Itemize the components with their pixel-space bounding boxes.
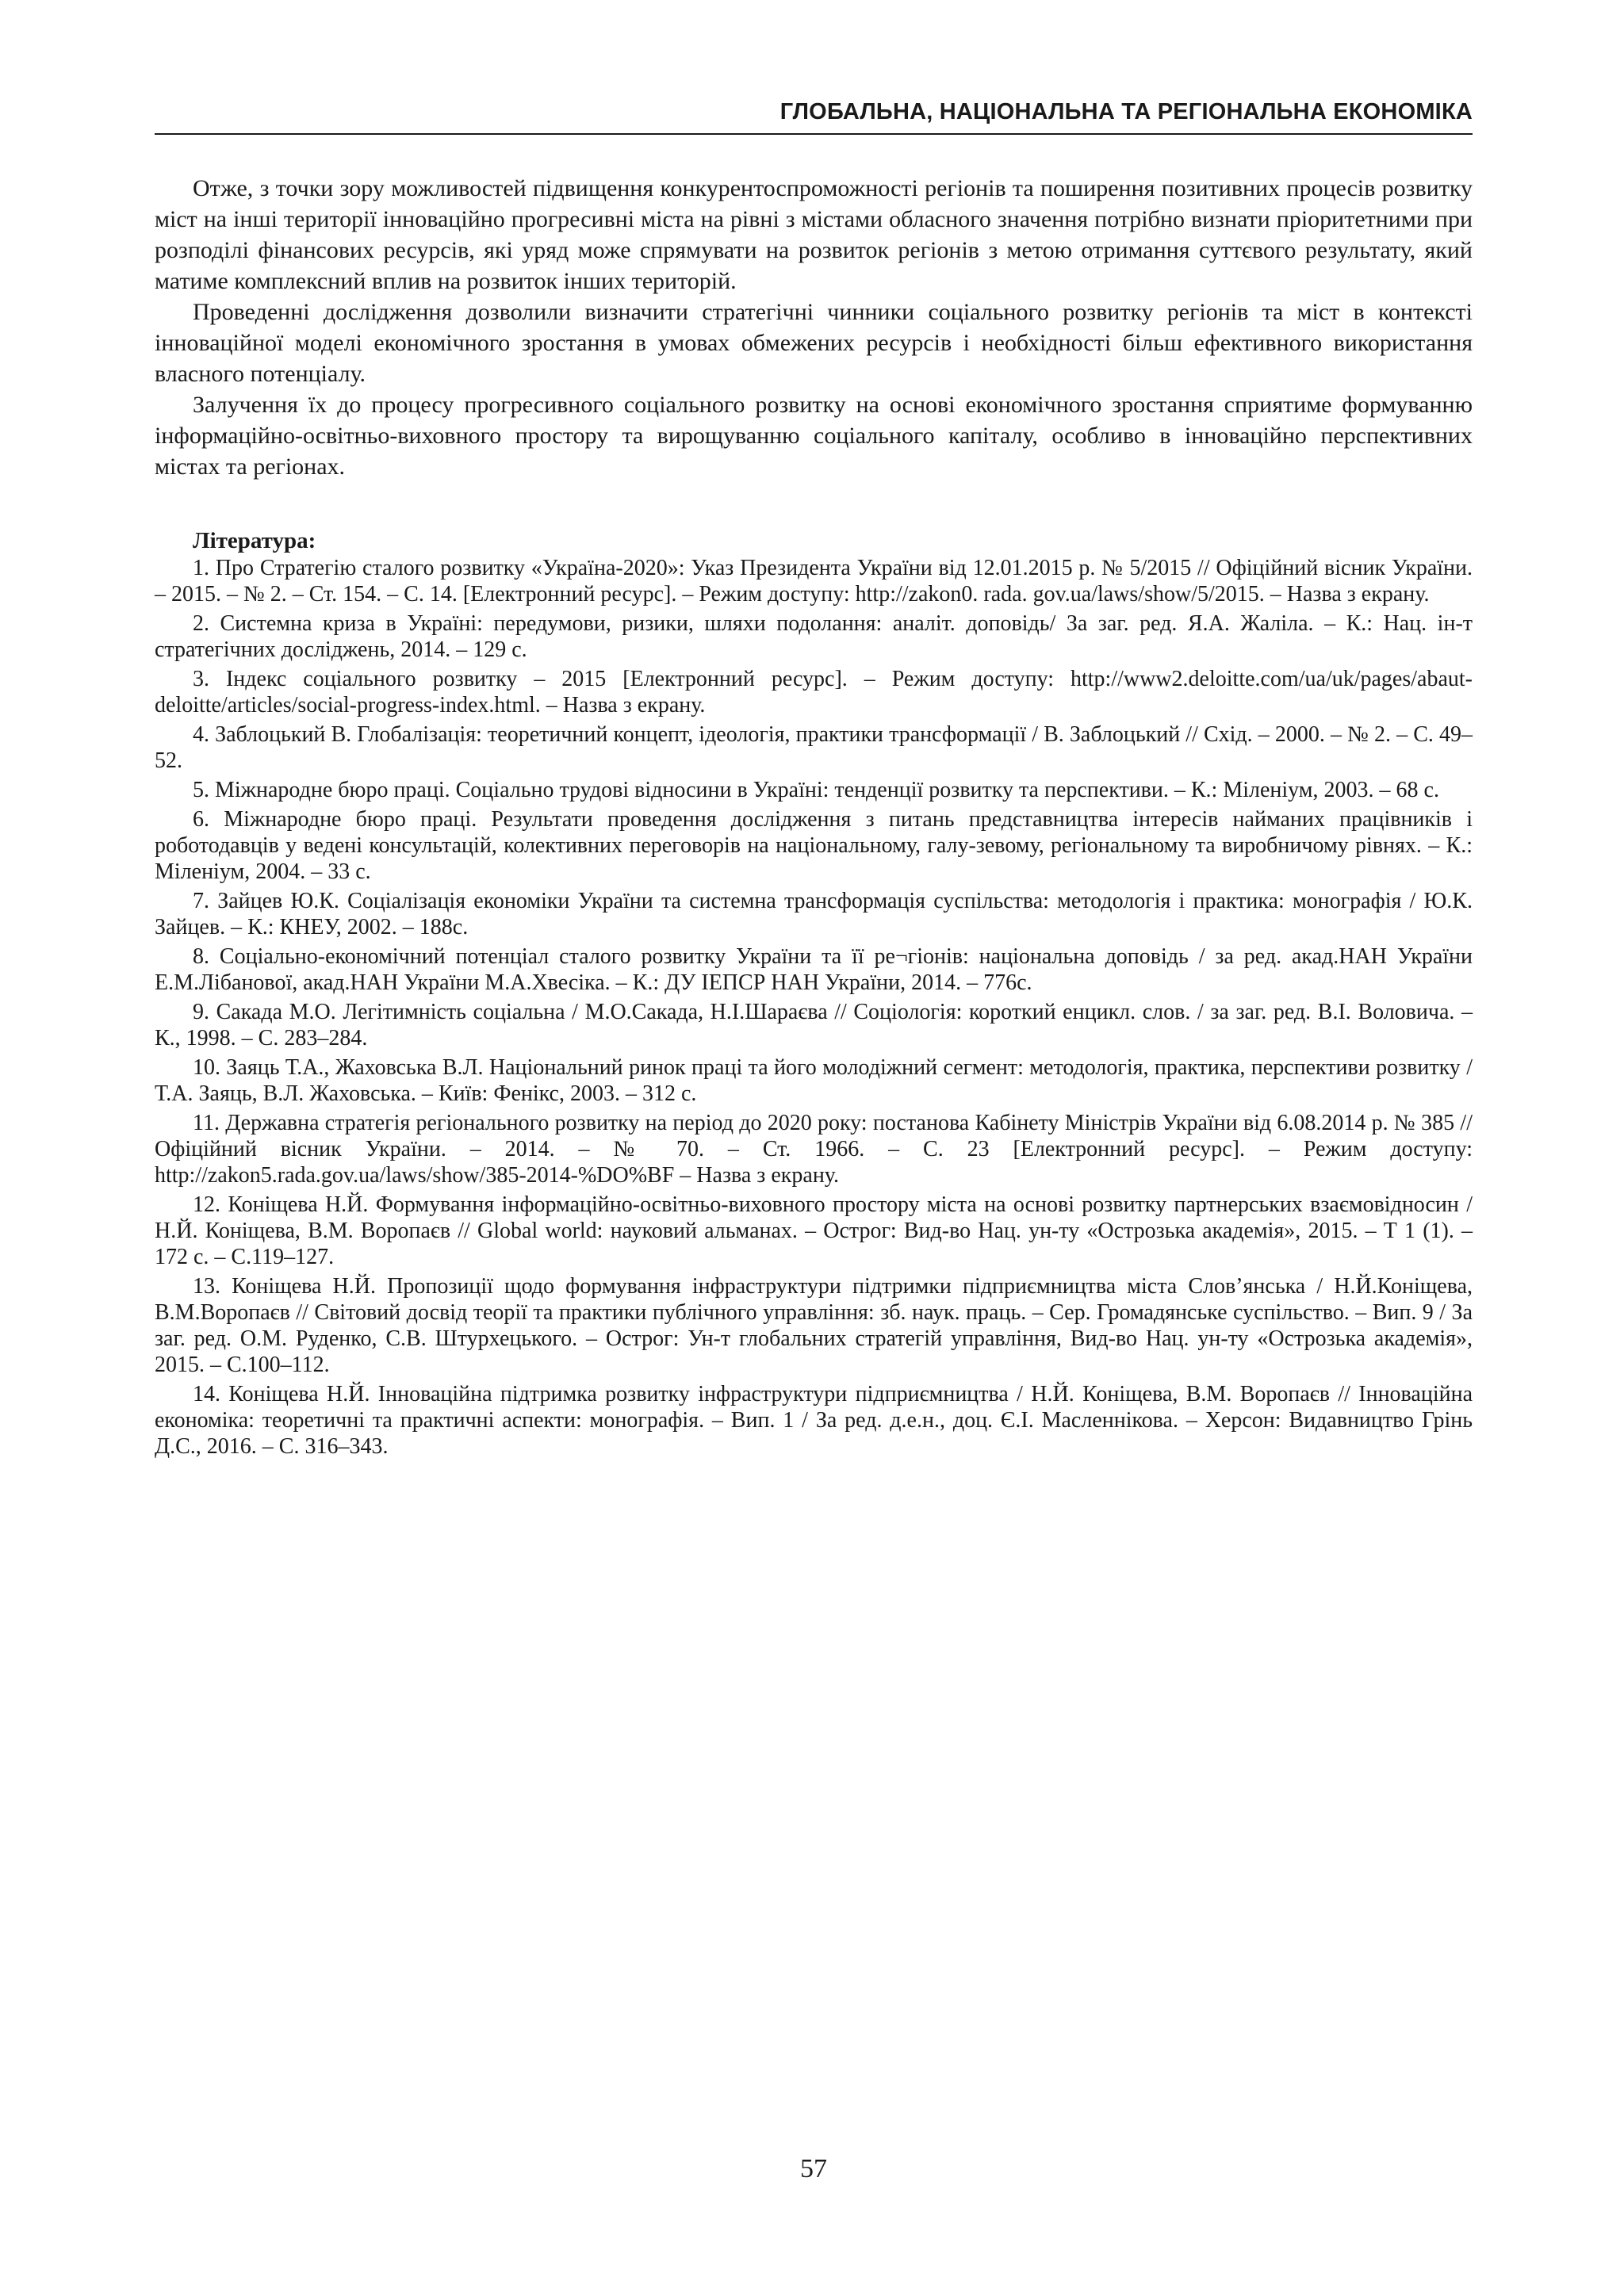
reference-item: 7. Зайцев Ю.К. Соціалізація економіки України та системна трансформація суспільства: методологія і практика: монографія / Ю.К. Зайцев. – К.: КНЕУ, 2002. – 188с. <box>155 889 1473 939</box>
reference-item: 6. Міжнародне бюро праці. Результати проведення дослідження з питань представництва інтересів найманих працівників і роботодавців у ведені консультацій, колективних переговорів на національному, галу-зевому, регіональному та виробничому рівнях. – К.: Міленіум, 2004. – 33 с. <box>155 807 1473 884</box>
body-paragraph: Залучення їх до процесу прогресивного соціального розвитку на основі економічного зростання сприятиме формуванню інформаційно-освітньо-виховного простору та вирощуванню соціального капіталу, особливо в інноваційно перспективних містах та регіонах. <box>155 392 1473 480</box>
reference-item: 3. Індекс соціального розвитку – 2015 [Електронний ресурс]. – Режим доступу: http://www2.deloitte.com/ua/uk/pages/abaut-deloitte/articles/social-progress-index.html. – Назва з екрану. <box>155 667 1473 718</box>
reference-item: 1. Про Стратегію сталого розвитку «Україна-2020»: Указ Президента України від 12.01.2015 р. № 5/2015 // Офіційний вісник України. – 2015. – № 2. – Ст. 154. – С. 14. [Електронний ресурс]. – Режим доступу: http://zakon0. rada. gov.ua/laws/show/5/2015. – Назва з екрану. <box>155 556 1473 607</box>
reference-item: 13. Коніщева Н.Й. Пропозиції щодо формування інфраструктури підтримки підприємництва міста Слов’янська / Н.Й.Коніщева, В.М.Воропаєв // Світовий досвід теорії та практики публічного управління: зб. наук. праць. – Сер. Громадянське суспільство. – Вип. 9 / За заг. ред. О.М. Руденко, С.В. Штурхецького. – Острог: Ун-т глобальних стратегій управління, Вид-во Нац. ун-ту «Острозька академія», 2015. – С.100–112. <box>155 1274 1473 1377</box>
reference-item: 11. Державна стратегія регіонального розвитку на період до 2020 року: постанова Кабінету Міністрів України від 6.08.2014 р. № 385 // Офіційний вісник України. – 2014. – № 70. – Ст. 1966. – С. 23 [Електронний ресурс]. – Режим доступу: http://zakon5.rada.gov.ua/laws/show/385-2014-%DO%BF – Назва з екрану. <box>155 1111 1473 1188</box>
running-header: ГЛОБАЛЬНА, НАЦІОНАЛЬНА ТА РЕГІОНАЛЬНА ЕКОНОМІКА <box>779 99 1473 124</box>
page-number: 57 <box>800 2154 827 2183</box>
reference-item: 12. Коніщева Н.Й. Формування інформаційно-освітньо-виховного простору міста на основі розвитку партнерських взаємовідносин / Н.Й. Коніщева, В.М. Воропаєв // Global world: науковий альманах. – Острог: Вид-во Нац. ун-ту «Острозька академія», 2015. – Т 1 (1). – 172 с. – С.119–127. <box>155 1192 1473 1269</box>
reference-item: 14. Коніщева Н.Й. Інноваційна підтримка розвитку інфраструктури підприємництва / Н.Й. Коніщева, В.М. Воропаєв // Інноваційна економіка: теоретичні та практичні аспекти: монографія. – Вип. 1 / За ред. д.е.н., доц. Є.І. Масленнікова. – Херсон: Видавництво Грінь Д.С., 2016. – С. 316–343. <box>155 1382 1473 1459</box>
document-page <box>155 0 1473 2296</box>
reference-item: 8. Соціально-економічний потенціал сталого розвитку України та її ре¬гіонів: національна доповідь / за ред. акад.НАН України Е.М.Лібанової, акад.НАН України М.А.Хвесіка. – К.: ДУ ІЕПСР НАН України, 2014. – 776с. <box>155 944 1473 995</box>
main-text <box>155 173 1473 1463</box>
body-paragraph: Отже, з точки зору можливостей підвищення конкурентоспроможності регіонів та поширення позитивних процесів розвитку міст на інші території інноваційно прогресивні міста на рівні з містами обласного значення потрібно визнати пріоритетними при розподілі фінансових ресурсів, які уряд може спрямувати на розвиток регіонів з метою отримання суттєвого результату, який матиме комплексний вплив на розвиток інших територій. <box>155 175 1473 294</box>
reference-item: 9. Сакада М.О. Легітимність соціальна / М.О.Сакада, Н.І.Шараєва // Соціологія: короткий енцикл. слов. / за заг. ред. В.І. Воловича. – К., 1998. – С. 283–284. <box>155 1000 1473 1050</box>
body-paragraph: Проведенні дослідження дозволили визначити стратегічні чинники соціального розвитку регіонів та міст в контексті інноваційної моделі економічного зростання в умовах обмежених ресурсів і необхідності більш ефективного використання власного потенціалу. <box>155 299 1473 387</box>
reference-item: 2. Системна криза в Україні: передумови, ризики, шляхи подолання: аналіт. доповідь/ За заг. ред. Я.А. Жаліла. – К.: Нац. ін-т стратегічних досліджень, 2014. – 129 с. <box>155 611 1473 662</box>
reference-item: 4. Заблоцький В. Глобалізація: теоретичний концепт, ідеологія, практики трансформації / В. Заблоцький // Схід. – 2000. – № 2. – С. 49–52. <box>155 722 1473 773</box>
reference-item: 5. Міжнародне бюро праці. Соціально трудові відносини в Україні: тенденції розвитку та перспективи. – К.: Міленіум, 2003. – 68 с. <box>193 778 1439 802</box>
references-list <box>155 555 1473 1460</box>
header-rule <box>155 133 1473 135</box>
reference-item: 10. Заяць Т.А., Жаховська В.Л. Національний ринок праці та його молодіжний сегмент: методологія, практика, перспективи розвитку / Т.А. Заяць, В.Л. Жаховська. – Київ: Фенікс, 2003. – 312 с. <box>155 1055 1473 1106</box>
references-heading: Література: <box>193 528 316 553</box>
